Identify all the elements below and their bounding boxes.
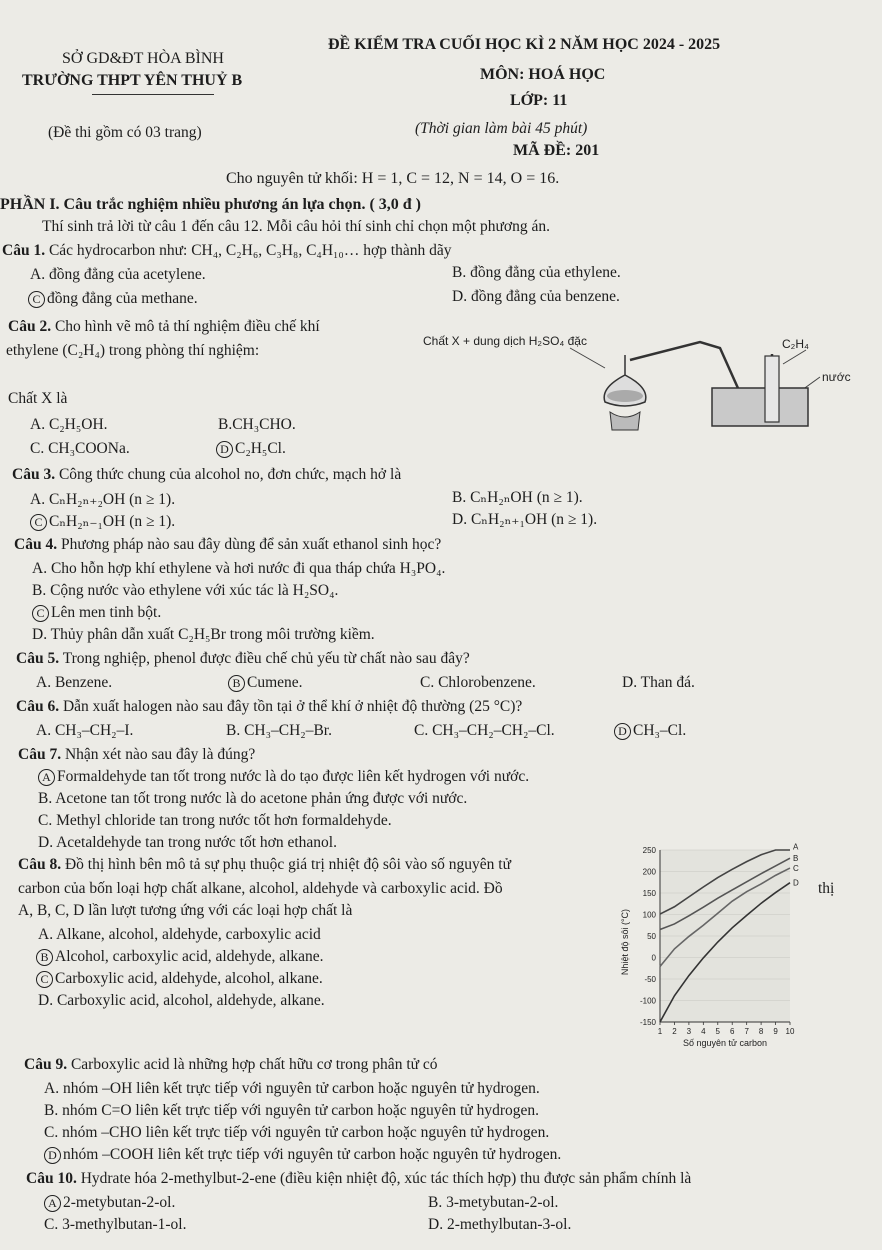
q9-stem: Carboxylic acid là những hợp chất hữu cơ trong phân tử có [70,1056,438,1073]
q5-option-b[interactable] [228,674,303,692]
dept-name: SỞ GD&ĐT HÒA BÌNH [62,50,224,67]
q4-stem: Phương pháp nào sau đây dùng để sản xuất ethanol sinh học? [60,536,442,553]
q5-option-b-text: Cumene. [247,674,303,691]
question-6 [16,698,522,716]
q5-label: Câu 5. [16,650,60,667]
q2-stem-3: Chất X là [8,390,68,407]
answer-mark-circle: D [614,723,631,740]
q10-option-d[interactable]: D. 2-methylbutan-3-ol. [428,1216,572,1233]
q8-stem-2: carbon của bốn loại hợp chất alkane, alcohol, aldehyde và carboxylic acid. Đồ [18,880,503,897]
q8-stem-1: Đồ thị hình bên mô tả sự phụ thuộc giá trị nhiệt độ sôi vào số nguyên tử [64,856,511,873]
q8-option-c[interactable] [36,970,323,988]
series-label-a: A [793,842,799,852]
q9-option-d[interactable] [44,1146,561,1164]
q5-stem: Trong nghiệp, phenol được điều chế chủ yếu từ chất nào sau đây? [62,650,470,667]
part1-instruction: Thí sinh trả lời từ câu 1 đến câu 12. Mỗi câu hỏi thí sinh chỉ chọn một phương án. [42,218,551,235]
gas-label: C₂H₄ [782,337,809,351]
q8-option-b-text: Alcohol, carboxylic acid, aldehyde, alkane. [55,948,324,965]
q10-stem: Hydrate hóa 2-methylbut-2-ene (điều kiện nhiệt độ, xúc tác thích hợp) thu được sản phẩm chính là [80,1170,692,1187]
q6-option-b[interactable]: B. CH₃–CH₂–Br. [226,722,332,739]
q2-option-b[interactable]: B.CH₃CHO. [218,416,296,433]
pointer-line [570,348,605,368]
question-4 [14,536,441,554]
reagent-label: Chất X + dung dịch H₂SO₄ đặc [423,334,587,348]
school-name: TRƯỜNG THPT YÊN THUỶ B [22,72,243,89]
answer-mark-circle: C [30,514,47,531]
q7-option-d[interactable]: D. Acetaldehyde tan trong nước tốt hơn ethanol. [38,834,337,851]
answer-mark-circle: A [44,1195,61,1212]
q9-option-c[interactable]: C. nhóm –CHO liên kết trực tiếp với nguyên tử carbon hoặc nguyên tử hydrogen. [44,1124,550,1141]
y-tick-label: 100 [642,910,656,920]
flask-liquid [607,390,643,402]
question-3 [12,466,401,484]
page-count: (Đề thi gồm có 03 trang) [48,124,202,141]
q8-option-b[interactable] [36,948,324,966]
q2-option-d-text: C₂H₅Cl. [235,440,286,457]
collecting-tube [765,356,779,422]
q2-stem-2: ethylene (C₂H₄) trong phòng thí nghiệm: [6,342,260,359]
series-label-d: D [793,878,799,888]
q6-option-a[interactable]: A. CH₃–CH₂–I. [36,722,134,739]
answer-mark-circle: C [36,971,53,988]
exam-code: MÃ ĐỀ: 201 [513,142,600,159]
y-tick-label: 250 [642,846,656,855]
answer-mark-circle: D [216,441,233,458]
q3-stem: Công thức chung của alcohol no, đơn chức, mạch hở là [58,466,402,483]
y-tick-label: -150 [639,1018,656,1027]
q5-option-c[interactable]: C. Chlorobenzene. [420,674,536,691]
ethylene-apparatus-figure [420,330,860,438]
q7-stem: Nhận xét nào sau đây là đúng? [64,746,256,763]
q4-option-c-text: Lên men tinh bột. [51,604,162,621]
q1-label: Câu 1. [2,242,46,259]
q5-option-d[interactable]: D. Than đá. [622,674,695,691]
water-label: nước [822,370,851,384]
q7-option-c[interactable]: C. Methyl chloride tan trong nước tốt hơn formaldehyde. [38,812,392,829]
q4-option-a[interactable]: A. Cho hỗn hợp khí ethylene và hơi nước đi qua tháp chứa H₃PO₄. [32,560,446,577]
q8-label: Câu 8. [18,856,62,873]
x-tick-label: 7 [744,1027,749,1036]
q6-stem: Dẫn xuất halogen nào sau đây tồn tại ở thể khí ở nhiệt độ thường (25 °C)? [62,698,523,715]
grade: LỚP: 11 [510,92,568,109]
q1-option-c-text: đồng đẳng của methane. [47,290,198,307]
q10-option-a[interactable] [44,1194,175,1212]
spirit-lamp [610,412,640,430]
y-tick-label: -100 [639,996,656,1006]
q5-option-a[interactable]: A. Benzene. [36,674,113,691]
x-tick-label: 5 [715,1027,721,1036]
q10-option-c[interactable]: C. 3-methylbutan-1-ol. [44,1216,187,1233]
q3-option-d[interactable]: D. CₙH₂ₙ₊₁OH (n ≥ 1). [452,511,598,528]
answer-mark-circle: C [28,291,45,308]
x-tick-label: 8 [758,1027,764,1036]
q9-option-b[interactable]: B. nhóm C=O liên kết trực tiếp với nguyên tử carbon hoặc nguyên tử hydrogen. [44,1102,539,1119]
x-tick-label: 6 [729,1027,735,1036]
q6-option-d[interactable] [614,722,686,740]
exam-time: (Thời gian làm bài 45 phút) [415,120,588,137]
header-underline [92,94,214,95]
subject: MÔN: HOÁ HỌC [480,66,606,83]
y-tick-label: 50 [647,932,656,941]
q1-option-c[interactable] [28,290,198,308]
q9-label: Câu 9. [24,1056,68,1073]
chart-ylabel: Nhiệt độ sôi (°C) [620,908,630,976]
question-1 [2,242,451,260]
answer-mark-circle: C [32,605,49,622]
q4-option-c[interactable] [32,604,161,622]
q3-option-b[interactable]: B. CₙH₂ₙOH (n ≥ 1). [452,489,583,506]
part1-title: PHẦN I. Câu trắc nghiệm nhiều phương án lựa chọn. ( 3,0 đ ) [0,196,422,213]
q2-stem-1: Cho hình vẽ mô tả thí nghiệm điều chế khí [54,318,320,335]
q6-label: Câu 6. [16,698,60,715]
q8-stem-3: A, B, C, D lần lượt tương ứng với các loại hợp chất là [18,902,353,919]
q4-option-d[interactable]: D. Thủy phân dẫn xuất C₂H₅Br trong môi trường kiềm. [32,626,375,643]
question-9 [24,1056,438,1074]
y-tick-label: -50 [644,975,656,984]
x-tick-label: 2 [672,1027,677,1036]
q7-label: Câu 7. [18,746,62,763]
q3-label: Câu 3. [12,466,56,483]
q9-option-a[interactable]: A. nhóm –OH liên kết trực tiếp với nguyên tử carbon hoặc nguyên tử hydrogen. [44,1080,540,1097]
water-trough [712,388,808,426]
q1-option-a[interactable]: A. đồng đẳng của acetylene. [30,266,206,283]
answer-mark-circle: B [228,675,245,692]
q10-option-b[interactable]: B. 3-metybutan-2-ol. [428,1194,559,1211]
q3-option-a[interactable]: A. CₙH₂ₙ₊₂OH (n ≥ 1). [30,491,176,508]
x-tick-label: 9 [773,1027,778,1036]
x-tick-label: 10 [785,1027,795,1036]
answer-mark-circle: B [36,949,53,966]
q3-option-c[interactable] [30,512,175,531]
atomic-mass: Cho nguyên tử khối: H = 1, C = 12, N = 14, O = 16. [226,170,560,187]
q1-stem: Các hydrocarbon như: CH₄, C₂H₆, C₃H₈, C₄H₁₀… hợp thành dãy [48,242,452,259]
x-tick-label: 1 [657,1027,663,1036]
question-10 [26,1170,691,1188]
q10-label: Câu 10. [26,1170,77,1187]
q3-option-c-text: CₙH₂ₙ₋₁OH (n ≥ 1). [49,513,176,530]
q1-option-d[interactable]: D. đồng đẳng của benzene. [452,288,620,305]
pointer-line [783,350,806,364]
q2-option-a[interactable]: A. C₂H₅OH. [30,416,108,433]
q6-option-c[interactable]: C. CH₃–CH₂–CH₂–Cl. [414,722,555,739]
q8-option-d[interactable]: D. Carboxylic acid, alcohol, aldehyde, alkane. [38,992,325,1009]
y-tick-label: 200 [642,867,656,877]
boiling-point-chart [610,838,810,1050]
q6-option-d-text: CH₃–Cl. [633,722,687,739]
q2-option-c[interactable]: C. CH₃COONa. [30,440,130,457]
q7-option-a-text: Formaldehyde tan tốt trong nước là do tạo được liên kết hydrogen với nước. [57,768,530,785]
q8-option-c-text: Carboxylic acid, aldehyde, alcohol, alkane. [55,970,323,987]
answer-mark-circle: D [44,1147,61,1164]
chart-xlabel: Số nguyên tử carbon [682,1038,768,1048]
question-7 [18,746,255,764]
q7-option-a[interactable] [38,768,529,786]
q10-option-a-text: 2-metybutan-2-ol. [63,1194,176,1211]
series-label-c: C [793,864,799,874]
q2-label: Câu 2. [8,318,52,335]
q4-option-b[interactable]: B. Cộng nước vào ethylene với xúc tác là H₂SO₄. [32,582,339,599]
question-2 [8,318,320,336]
q2-option-d[interactable] [216,440,286,458]
x-tick-label: 3 [686,1027,692,1036]
exam-title: ĐỀ KIỂM TRA CUỐI HỌC KÌ 2 NĂM HỌC 2024 - 2025 [328,36,721,53]
q4-label: Câu 4. [14,536,58,553]
answer-mark-circle: A [38,769,55,786]
question-8 [18,856,511,874]
series-label-b: B [793,854,799,864]
x-tick-label: 4 [701,1027,706,1036]
q8-option-a[interactable]: A. Alkane, alcohol, aldehyde, carboxylic acid [38,926,321,943]
y-tick-label: 0 [651,953,656,963]
q7-option-b[interactable]: B. Acetone tan tốt trong nước là do acetone phản ứng được với nước. [38,790,468,807]
y-tick-label: 150 [642,889,656,898]
q1-option-b[interactable]: B. đồng đẳng của ethylene. [452,264,621,281]
question-5 [16,650,470,668]
q8-stem-2-end: thị [818,880,835,897]
q9-option-d-text: nhóm –COOH liên kết trực tiếp với nguyên tử carbon hoặc nguyên tử hydrogen. [63,1146,562,1163]
